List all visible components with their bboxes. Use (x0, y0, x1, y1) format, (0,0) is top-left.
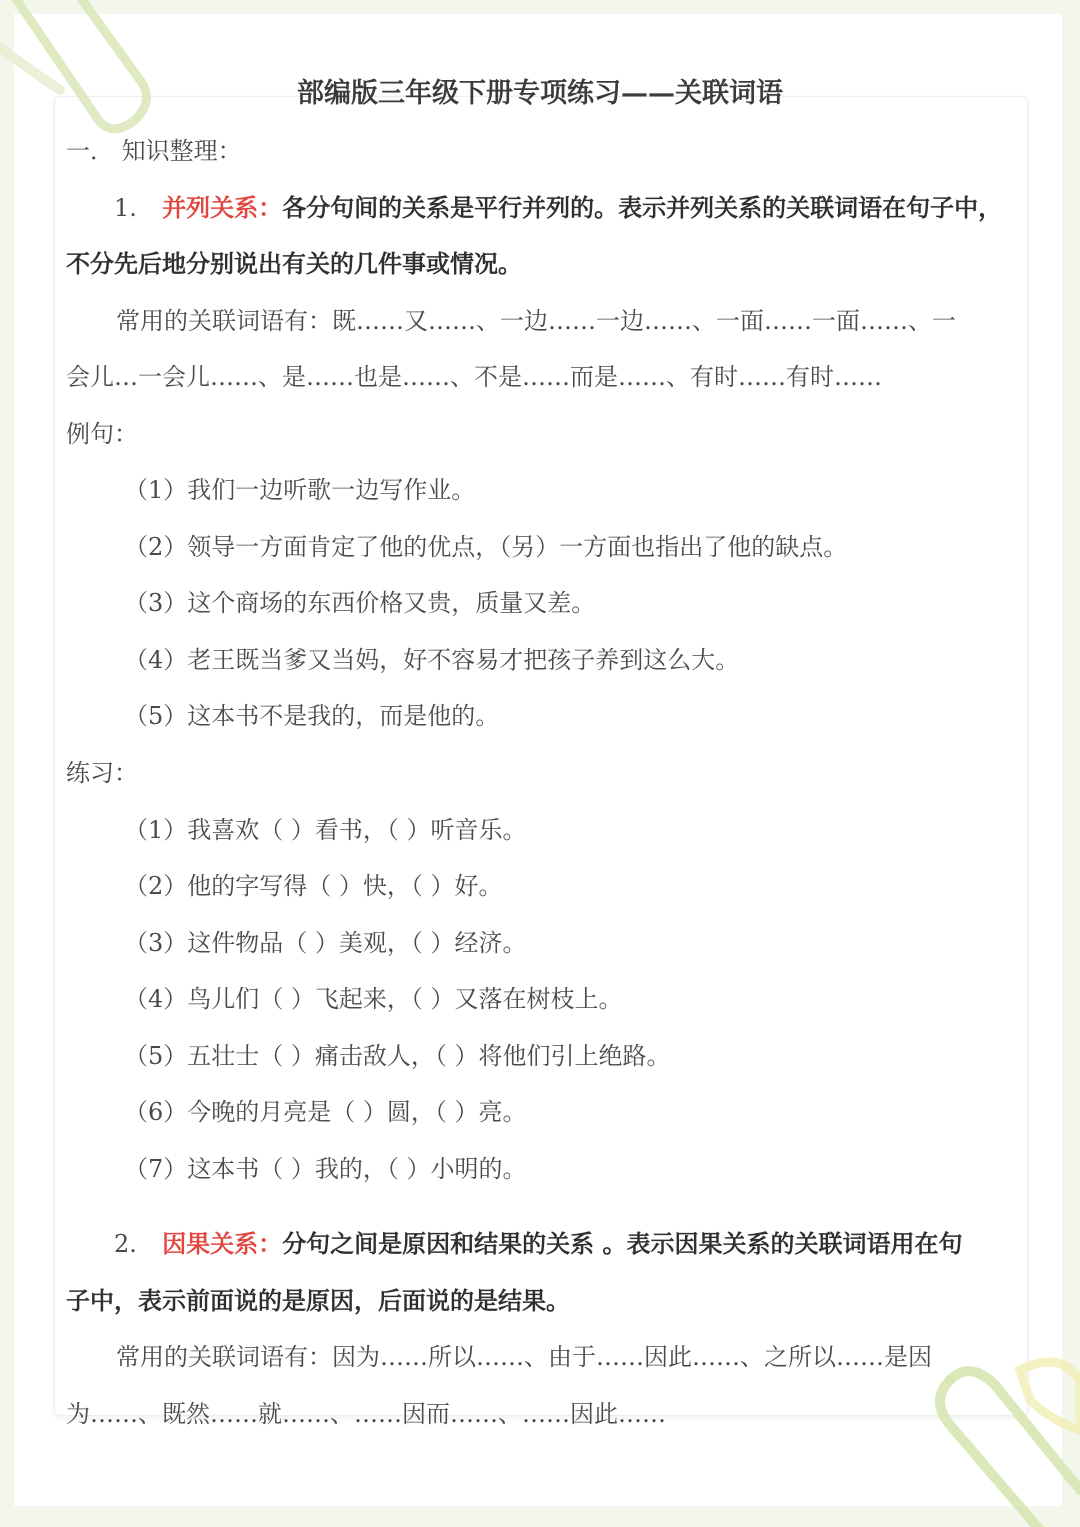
practice-item: （2）他的字写得（ ）快，（ ）好。 (124, 872, 503, 900)
practice-item: （5）五壮士（ ）痛击敌人，（ ）将他们引上绝路。 (124, 1042, 671, 1070)
practice-item: （3）这件物品（ ）美观，（ ）经济。 (124, 929, 527, 957)
content-card (54, 96, 1028, 1416)
paper-clip-top-left-decoration (0, 0, 170, 140)
topic2-intro (114, 1228, 963, 1260)
topic1-desc-line2: 不分先后地分别说出有关的几件事或情况。 (66, 249, 522, 278)
topic1-name: 并列关系： (162, 193, 283, 222)
example-item: （2）领导一方面肯定了他的优点，（另）一方面也指出了他的缺点。 (124, 533, 848, 561)
practice-item: （7）这本书（ ）我的，（ ）小明的。 (124, 1155, 527, 1183)
topic2-common-line2: 为……、既然……就……、……因而……、……因此…… (66, 1400, 666, 1428)
example-item: （5）这本书不是我的，而是他的。 (124, 702, 500, 730)
topic1-common-line2: 会儿…一会儿……、是……也是……、不是……而是……、有时……有时…… (66, 363, 882, 391)
section-heading: 一． 知识整理： (66, 137, 242, 165)
topic2-desc-line1: 分句之间是原因和结果的关系 。表示因果关系的关联词语用在句 (282, 1229, 963, 1258)
practice-item: （1）我喜欢（ ）看书，（ ）听音乐。 (124, 816, 527, 844)
topic2-name: 因果关系： (162, 1229, 283, 1258)
topic1-number: 1. (114, 194, 137, 222)
practice-label: 练习： (66, 759, 138, 787)
example-item: （4）老王既当爹又当妈，好不容易才把孩子养到这么大。 (124, 646, 740, 674)
topic1-intro (114, 192, 1002, 224)
practice-item: （4）鸟儿们（ ）飞起来，（ ）又落在树枝上。 (124, 985, 623, 1013)
topic2-desc-line2: 子中，表示前面说的是原因，后面说的是结果。 (66, 1286, 570, 1315)
example-item: （1）我们一边听歌一边写作业。 (124, 476, 476, 504)
topic2-number: 2. (114, 1230, 137, 1258)
topic1-common-line1: 常用的关联词语有：既……又……、一边……一边……、一面……一面……、一 (116, 307, 956, 335)
examples-label: 例句： (66, 420, 138, 448)
topic1-desc-line1: 各分句间的关系是平行并列的。表示并列关系的关联词语在句子中， (282, 193, 1003, 222)
paper-clip-bottom-right-decoration (920, 1340, 1080, 1527)
page-title: 部编版三年级下册专项练习——关联词语 (297, 78, 783, 109)
example-item: （3）这个商场的东西价格又贵，质量又差。 (124, 589, 596, 617)
topic2-common-line1: 常用的关联词语有：因为……所以……、由于……因此……、之所以……是因 (116, 1343, 932, 1371)
practice-item: （6）今晚的月亮是（ ）圆，（ ）亮。 (124, 1098, 527, 1126)
